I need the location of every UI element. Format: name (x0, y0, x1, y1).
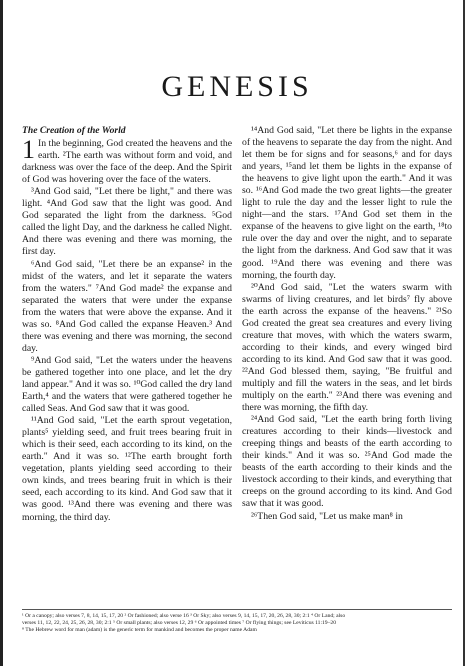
footnote-line: ⁸ The Hebrew word for man (adam) is the generic term for mankind and becomes the proper name Adam (22, 627, 257, 634)
bible-page (22, 0, 452, 666)
book-title: GENESIS (161, 70, 313, 103)
verse-paragraph: ²⁰And God said, "Let the waters swarm with swarms of living creatures, and let birds⁷ fly above the earth across the expanse of the heavens." ²¹So God created the great sea creatures and every living creature that moves, with which the waters swarm, according to their kinds, and every winged bird according to its kind. And God saw that it was good. ²²And God blessed them, saying, "Be fruitful and multiply and fill the waters in the seas, and let birds multiply on the earth." ²³And there was evening and there was morning, the fifth day. (242, 281, 452, 414)
chapter-number: 1 (22, 135, 35, 165)
verse-paragraph: ²⁶Then God said, "Let us make man⁸ in (251, 510, 403, 522)
verse-paragraph: ⁹And God said, "Let the waters under the heavens be gathered together into one place, and let the dry land appear." And it was so. ¹⁰God called the dry land Earth,⁴ and the waters that were gathered together he called Seas. And God saw that it was good. (22, 354, 232, 415)
section-heading: The Creation of the World (22, 125, 126, 136)
left-column (22, 125, 232, 524)
footnote-line: verses 11, 12, 22, 24, 25, 26, 28, 30; 2:1 ⁵ Or small plants; also verses 12, 29 ⁶ Or appointed times ⁷ Or flying things; see Leviticus 11:19–20 (22, 620, 336, 627)
page-frame-left (0, 0, 3, 666)
verse-paragraph: ³And God said, "Let there be light," and there was light. ⁴And God saw that the light was good. And God separated the light from the darkness. ⁵God called the light Day, and the darkness he called Night. And there was evening and there was morning, the first day. (22, 186, 232, 258)
verse-paragraph: ⁶And God said, "Let there be an expanse² in the midst of the waters, and let it separate the waters from the waters." ⁷And God made² the expanse and separated the waters that were under the expanse from the waters that were above the expanse. And it was so. ⁸And God called the expanse Heaven.³ And there was evening and there was morning, the second day. (22, 258, 232, 354)
verse-paragraph: ¹⁴And God said, "Let there be lights in the expanse of the heavens to separate the day from the night. And let them be for signs and for seasons,⁶ and for days and years, ¹⁵and let them be lights in the expanse of the heavens to give light upon the earth." And it was so. ¹⁶And God made the two great lights—the greater light to rule the day and the lesser light to rule the night—and the stars. ¹⁷And God set them in the expanse of the heavens to give light on the earth, ¹⁸to rule over the day and over the night, and to separate the light from the darkness. And God saw that it was good. ¹⁹And there was evening and there was morning, the fourth day. (242, 125, 452, 281)
footnote-line: ¹ Or a canopy; also verses 7, 8, 14, 15, 17, 20 ² Or fashioned; also verse 16 ³ Or Sky; also verses 9, 14, 15, 17, 20, 26, 28, 30; 2:1 ⁴ Or Land; also (22, 613, 346, 619)
right-column (242, 125, 452, 523)
verse-paragraph (22, 135, 232, 186)
paragraph-text: In the beginning, God created the heavens and the earth. ²The earth was without form and void, and darkness was over the face of the deep. And the Spirit of God was hovering over the face of the waters. (22, 138, 232, 186)
footnotes (22, 609, 452, 634)
verse-paragraph: ¹¹And God said, "Let the earth sprout vegetation, plants⁵ yielding seed, and fruit trees bearing fruit in which is their seed, each according to its kind, on the earth." And it was so. ¹²The earth brought forth vegetation, plants yielding seed according to their own kinds, and trees bearing fruit in which is their seed, each according to its kind. And God saw that it was good. ¹³And there was evening and there was morning, the third day. (22, 415, 232, 523)
verse-paragraph: ²⁴And God said, "Let the earth bring forth living creatures according to their kinds—livestock and creeping things and beasts of the earth according to their kinds." And it was so. ²⁵And God made the beasts of the earth according to their kinds and the livestock according to their kinds, and everything that creeps on the ground according to its kind. And God saw that it was good. (242, 414, 452, 510)
